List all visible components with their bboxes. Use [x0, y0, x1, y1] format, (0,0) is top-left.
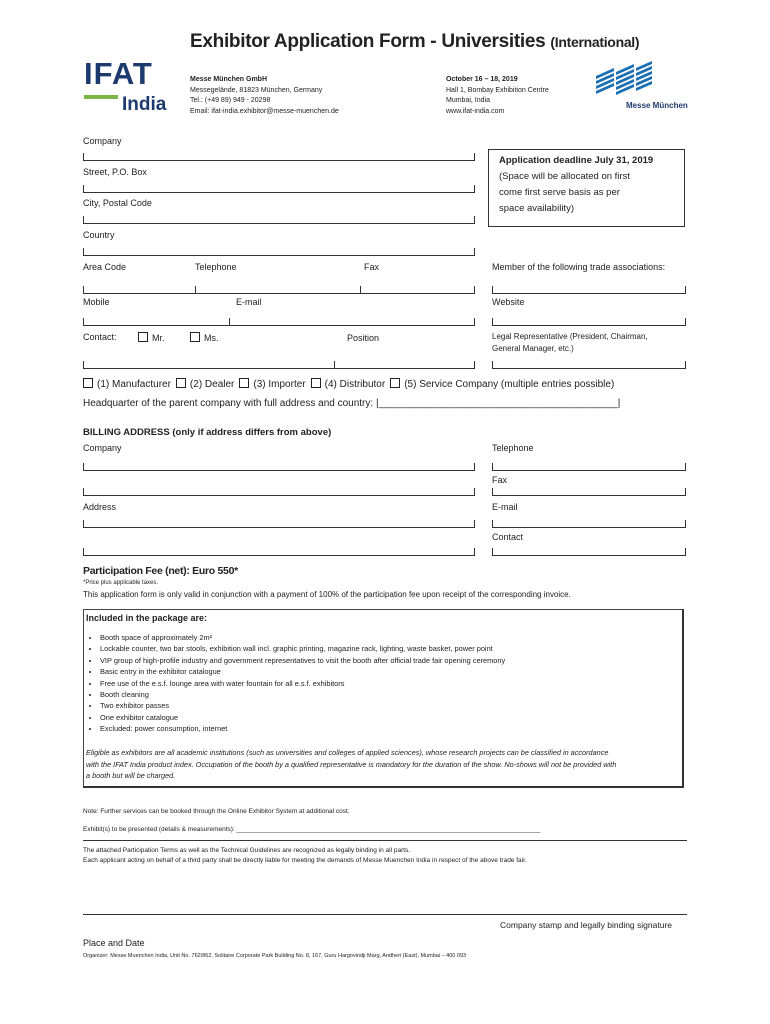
- checkbox-icon: [311, 378, 321, 388]
- company-type-option[interactable]: [390, 379, 614, 390]
- legal-rep-line1: Legal Representative (President, Chairman,: [492, 332, 648, 341]
- event-dates: October 16 – 18, 2019: [446, 76, 518, 83]
- company-type-label: (1) Manufacturer: [97, 379, 171, 390]
- checkbox-icon: [83, 378, 93, 388]
- title-main: Exhibitor Application Form - Universities: [190, 31, 546, 52]
- company-type-label: (4) Distributor: [324, 379, 386, 390]
- area-code-label: Area Code: [83, 262, 127, 272]
- position-label: Position: [347, 333, 380, 343]
- billing-company2-field[interactable]: [83, 495, 475, 496]
- deadline-line3: space availability): [499, 203, 574, 214]
- event-city: Mumbai, India: [446, 97, 490, 104]
- company-type-option[interactable]: [311, 379, 386, 390]
- city-field[interactable]: [83, 223, 475, 224]
- company-type-label: (2) Dealer: [189, 379, 235, 390]
- country-field[interactable]: [83, 255, 475, 256]
- title-sub: (International): [550, 34, 640, 50]
- signature-label: Company stamp and legally binding signature: [500, 920, 672, 930]
- package-item: • VIP group of high-profile industry and government representatives to visit the booth after official trade fair opening ceremony: [100, 655, 505, 666]
- telephone-label: Telephone: [195, 262, 237, 272]
- organizer-address: Messegelände, 81823 München, Germany: [190, 86, 323, 94]
- company-label: Company: [83, 136, 122, 146]
- ifat-region: India: [122, 94, 167, 115]
- mobile-email-field[interactable]: [83, 325, 475, 326]
- contact-field[interactable]: [83, 368, 475, 369]
- event-web: www.ifat-india.com: [446, 107, 505, 115]
- package-item: • One exhibitor catalogue: [100, 712, 505, 723]
- messe-logo-mark-icon: [596, 60, 652, 104]
- package-title: Included in the package are:: [86, 613, 208, 623]
- checkbox-icon: [138, 332, 148, 342]
- divider: [83, 840, 687, 841]
- deadline-box: [488, 149, 685, 227]
- package-item: • Booth cleaning: [100, 689, 505, 700]
- terms-line1: The attached Participation Terms as well as the Technical Guidelines are recognized as legally binding in all parts.: [83, 847, 411, 854]
- checkbox-icon: [190, 332, 200, 342]
- legal-rep-label: [492, 331, 648, 355]
- organizer-tel: Tel.: (+49 89) 949 - 20298: [190, 97, 271, 104]
- member-label: Member of the following trade associations:: [492, 262, 666, 272]
- terms-line2: Each applicant acting on behalf of a third party shall be directly liable for meeting the demands of Messe Muenchen India in respect of the above trade fair.: [83, 857, 527, 864]
- legal-rep-line2: General Manager, etc.): [492, 344, 574, 353]
- package-item: • Lockable counter, two bar stools, exhibition wall incl. graphic printing, magazine rack, lighting, waste basket, power point: [100, 643, 505, 654]
- services-note: Note: Further services can be booked through the Online Exhibitor System at additional cost.: [83, 808, 350, 815]
- event-block: [446, 75, 549, 117]
- billing-fax-label: Fax: [492, 475, 508, 485]
- organizer-name: Messe München GmbH: [190, 76, 268, 83]
- package-item: • Booth space of approximately 2m²: [100, 632, 505, 643]
- fee-note: *Price plus applicable taxes.: [83, 580, 159, 586]
- logo-green-bar: [84, 95, 118, 99]
- website-field[interactable]: [492, 325, 686, 326]
- exhibits-field[interactable]: Exhibit(s) to be presented (details & measurements): ____________________________________________________________________________________: [83, 826, 541, 833]
- headquarter-row[interactable]: Headquarter of the parent company with full address and country: |___________________________________________|: [83, 398, 621, 409]
- organizer-email: Email: ifat-india.exhibitor@messe-muenchen.de: [190, 107, 339, 115]
- place-date-label: Place and Date: [83, 938, 145, 948]
- billing-company-field[interactable]: [83, 470, 475, 471]
- billing-fax-field[interactable]: [492, 495, 686, 496]
- signature-line[interactable]: [83, 914, 687, 915]
- billing-email-field[interactable]: [492, 527, 686, 528]
- billing-contact-field[interactable]: [492, 555, 686, 556]
- deadline-title: Application deadline July 31, 2019: [499, 155, 654, 166]
- billing-contact-label: Contact: [492, 532, 524, 542]
- checkbox-icon: [239, 378, 249, 388]
- deadline-line2: come first serve basis as per: [499, 187, 620, 198]
- checkbox-icon: [176, 378, 186, 388]
- city-label: City, Postal Code: [83, 198, 152, 208]
- terms-note: [83, 846, 527, 866]
- mr-checkbox[interactable]: [138, 332, 165, 343]
- billing-email-label: E-mail: [492, 502, 518, 512]
- messe-logo: [596, 60, 692, 112]
- billing-address-label: Address: [83, 502, 117, 512]
- page-title: [190, 31, 639, 53]
- package-box: [83, 609, 684, 788]
- billing-address2-field[interactable]: [83, 555, 475, 556]
- package-list: [84, 632, 505, 735]
- package-item: • Excluded: power consumption, internet: [100, 723, 505, 734]
- billing-company-label: Company: [83, 443, 122, 453]
- company-type-row: [83, 378, 619, 390]
- street-label: Street, P.O. Box: [83, 167, 147, 177]
- event-hall: Hall 1, Bombay Exhibition Centre: [446, 86, 549, 94]
- deadline-line1: (Space will be allocated on first: [499, 171, 630, 182]
- package-item: • Basic entry in the exhibitor catalogue: [100, 666, 505, 677]
- package-item: • Two exhibitor passes: [100, 700, 505, 711]
- eligibility-line2: with the IFAT India product index. Occupation of the booth by a qualified representative is mandatory for the duration of the show. No-shows will not be provided with: [86, 759, 617, 769]
- eligibility-line1: Eligible as exhibitors are all academic institutions (such as universities and colleges of applied sciences), whose research projects can be classified in accordance: [86, 748, 609, 757]
- mobile-label: Mobile: [83, 297, 110, 307]
- contact-row: [83, 332, 117, 342]
- fax-label: Fax: [364, 262, 380, 272]
- company-type-label: (5) Service Company (multiple entries possible): [404, 379, 615, 390]
- email-label: E-mail: [236, 297, 262, 307]
- company-type-label: (3) Importer: [253, 379, 306, 390]
- mr-label: Mr.: [152, 333, 165, 343]
- fee-title: Participation Fee (net): Euro 550*: [83, 565, 238, 577]
- country-label: Country: [83, 230, 115, 240]
- footer-organizer: Organizer: Messe Muenchen India, Unit No. 762/862, Solitaire Corporate Park Building No. 8, 167, Guru Hargovindji Marg, Andheri (East), Mumbai – 400 093: [83, 953, 467, 959]
- ms-label: Ms.: [204, 333, 219, 343]
- billing-telephone-label: Telephone: [492, 443, 534, 453]
- phone-fax-field[interactable]: [83, 293, 475, 294]
- checkbox-icon: [390, 378, 400, 388]
- company-type-option[interactable]: [239, 379, 305, 390]
- eligibility-line3: a booth but will be charged.: [86, 771, 176, 780]
- street-field[interactable]: [83, 192, 475, 193]
- legal-rep-field[interactable]: [492, 368, 686, 369]
- billing-address-field[interactable]: [83, 527, 475, 528]
- website-label: Website: [492, 297, 525, 307]
- contact-label: Contact:: [83, 332, 117, 342]
- package-item: • Free use of the e.s.f. lounge area with water fountain for all e.s.f. exhibitors: [100, 678, 505, 689]
- member-field[interactable]: [492, 293, 686, 294]
- fee-validity: This application form is only valid in conjunction with a payment of 100% of the participation fee upon receipt of the corresponding invoice.: [83, 590, 571, 599]
- ifat-brand: IFAT: [84, 56, 153, 91]
- messe-logo-text: Messe München: [626, 101, 688, 110]
- ms-checkbox[interactable]: [190, 332, 219, 343]
- billing-title: BILLING ADDRESS (only if address differs from above): [83, 427, 332, 438]
- company-type-option[interactable]: [83, 379, 171, 390]
- ifat-logo: [84, 58, 174, 122]
- billing-telephone-field[interactable]: [492, 470, 686, 471]
- eligibility-text: [86, 747, 616, 782]
- company-field[interactable]: [83, 160, 475, 161]
- company-type-option[interactable]: [176, 379, 234, 390]
- organizer-block: [190, 75, 339, 117]
